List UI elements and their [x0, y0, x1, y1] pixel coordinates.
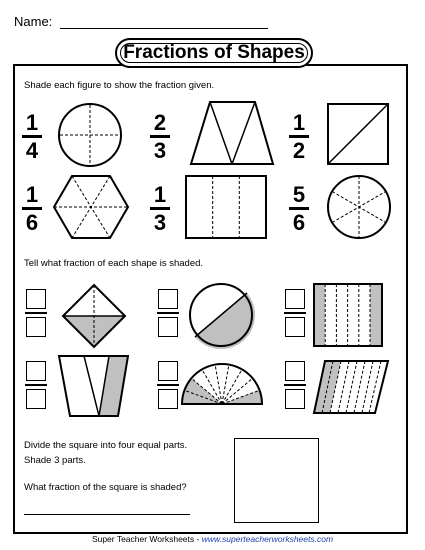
- numerator-box[interactable]: [158, 361, 178, 381]
- hexagon-sixths-shape[interactable]: [52, 172, 130, 242]
- denominator-box[interactable]: [26, 389, 46, 409]
- denominator-box[interactable]: [285, 317, 305, 337]
- section3-instruction: Shade 3 parts.: [24, 455, 86, 466]
- footer-site-name: Super Teacher Worksheets -: [91, 534, 202, 544]
- numerator-box[interactable]: [285, 361, 305, 381]
- numerator-box[interactable]: [285, 289, 305, 309]
- footer-link[interactable]: www.superteacherworksheets.com: [201, 534, 334, 544]
- denominator-box[interactable]: [158, 317, 178, 337]
- section2-instruction: Tell what fraction of each shape is shaded.: [24, 258, 204, 269]
- name-label: Name:: [14, 14, 53, 29]
- answer-box-pair[interactable]: [26, 289, 48, 340]
- answer-line[interactable]: [24, 514, 190, 515]
- footer: [0, 534, 425, 544]
- section1-instruction: Shade each figure to show the fraction given.: [24, 80, 215, 91]
- draw-square[interactable]: [234, 438, 319, 523]
- trapezoid-shaded-shape: [56, 352, 132, 420]
- fraction-label: 5 6: [289, 184, 309, 234]
- rectangle-fifths-shaded-shape: [312, 282, 384, 348]
- denominator-box[interactable]: [26, 317, 46, 337]
- numerator-box[interactable]: [26, 289, 46, 309]
- section3-question: What fraction of the square is shaded?: [24, 482, 187, 493]
- circle-half-shaded-shape: [186, 280, 256, 350]
- numerator-box[interactable]: [158, 289, 178, 309]
- rectangle-thirds-shape[interactable]: [184, 172, 268, 242]
- diamond-shaded-shape: [58, 280, 130, 352]
- page-title: Fractions of Shapes: [123, 42, 305, 63]
- answer-box-pair[interactable]: [285, 361, 307, 412]
- answer-box-pair[interactable]: [158, 289, 180, 340]
- name-field[interactable]: [60, 28, 268, 29]
- denominator-box[interactable]: [158, 389, 178, 409]
- numerator-box[interactable]: [26, 361, 46, 381]
- parallelogram-shaded-shape: [308, 358, 392, 416]
- semicircle-shaded-shape: [180, 360, 264, 408]
- answer-box-pair[interactable]: [285, 289, 307, 340]
- title-banner: [115, 38, 313, 68]
- fraction-label: 1 3: [150, 184, 170, 234]
- fraction-label: 1 4: [22, 112, 42, 162]
- fraction-label: 1 2: [289, 112, 309, 162]
- denominator-box[interactable]: [285, 389, 305, 409]
- square-halves-shape[interactable]: [326, 102, 392, 168]
- fraction-label: 1 6: [22, 184, 42, 234]
- answer-box-pair[interactable]: [158, 361, 180, 412]
- section3-instruction: Divide the square into four equal parts.: [24, 440, 188, 451]
- circle-quarters-shape[interactable]: [55, 100, 125, 170]
- circle-sixths-shape[interactable]: [324, 172, 394, 242]
- fraction-label: 2 3: [150, 112, 170, 162]
- answer-box-pair[interactable]: [26, 361, 48, 412]
- trapezoid-thirds-shape[interactable]: [185, 98, 280, 170]
